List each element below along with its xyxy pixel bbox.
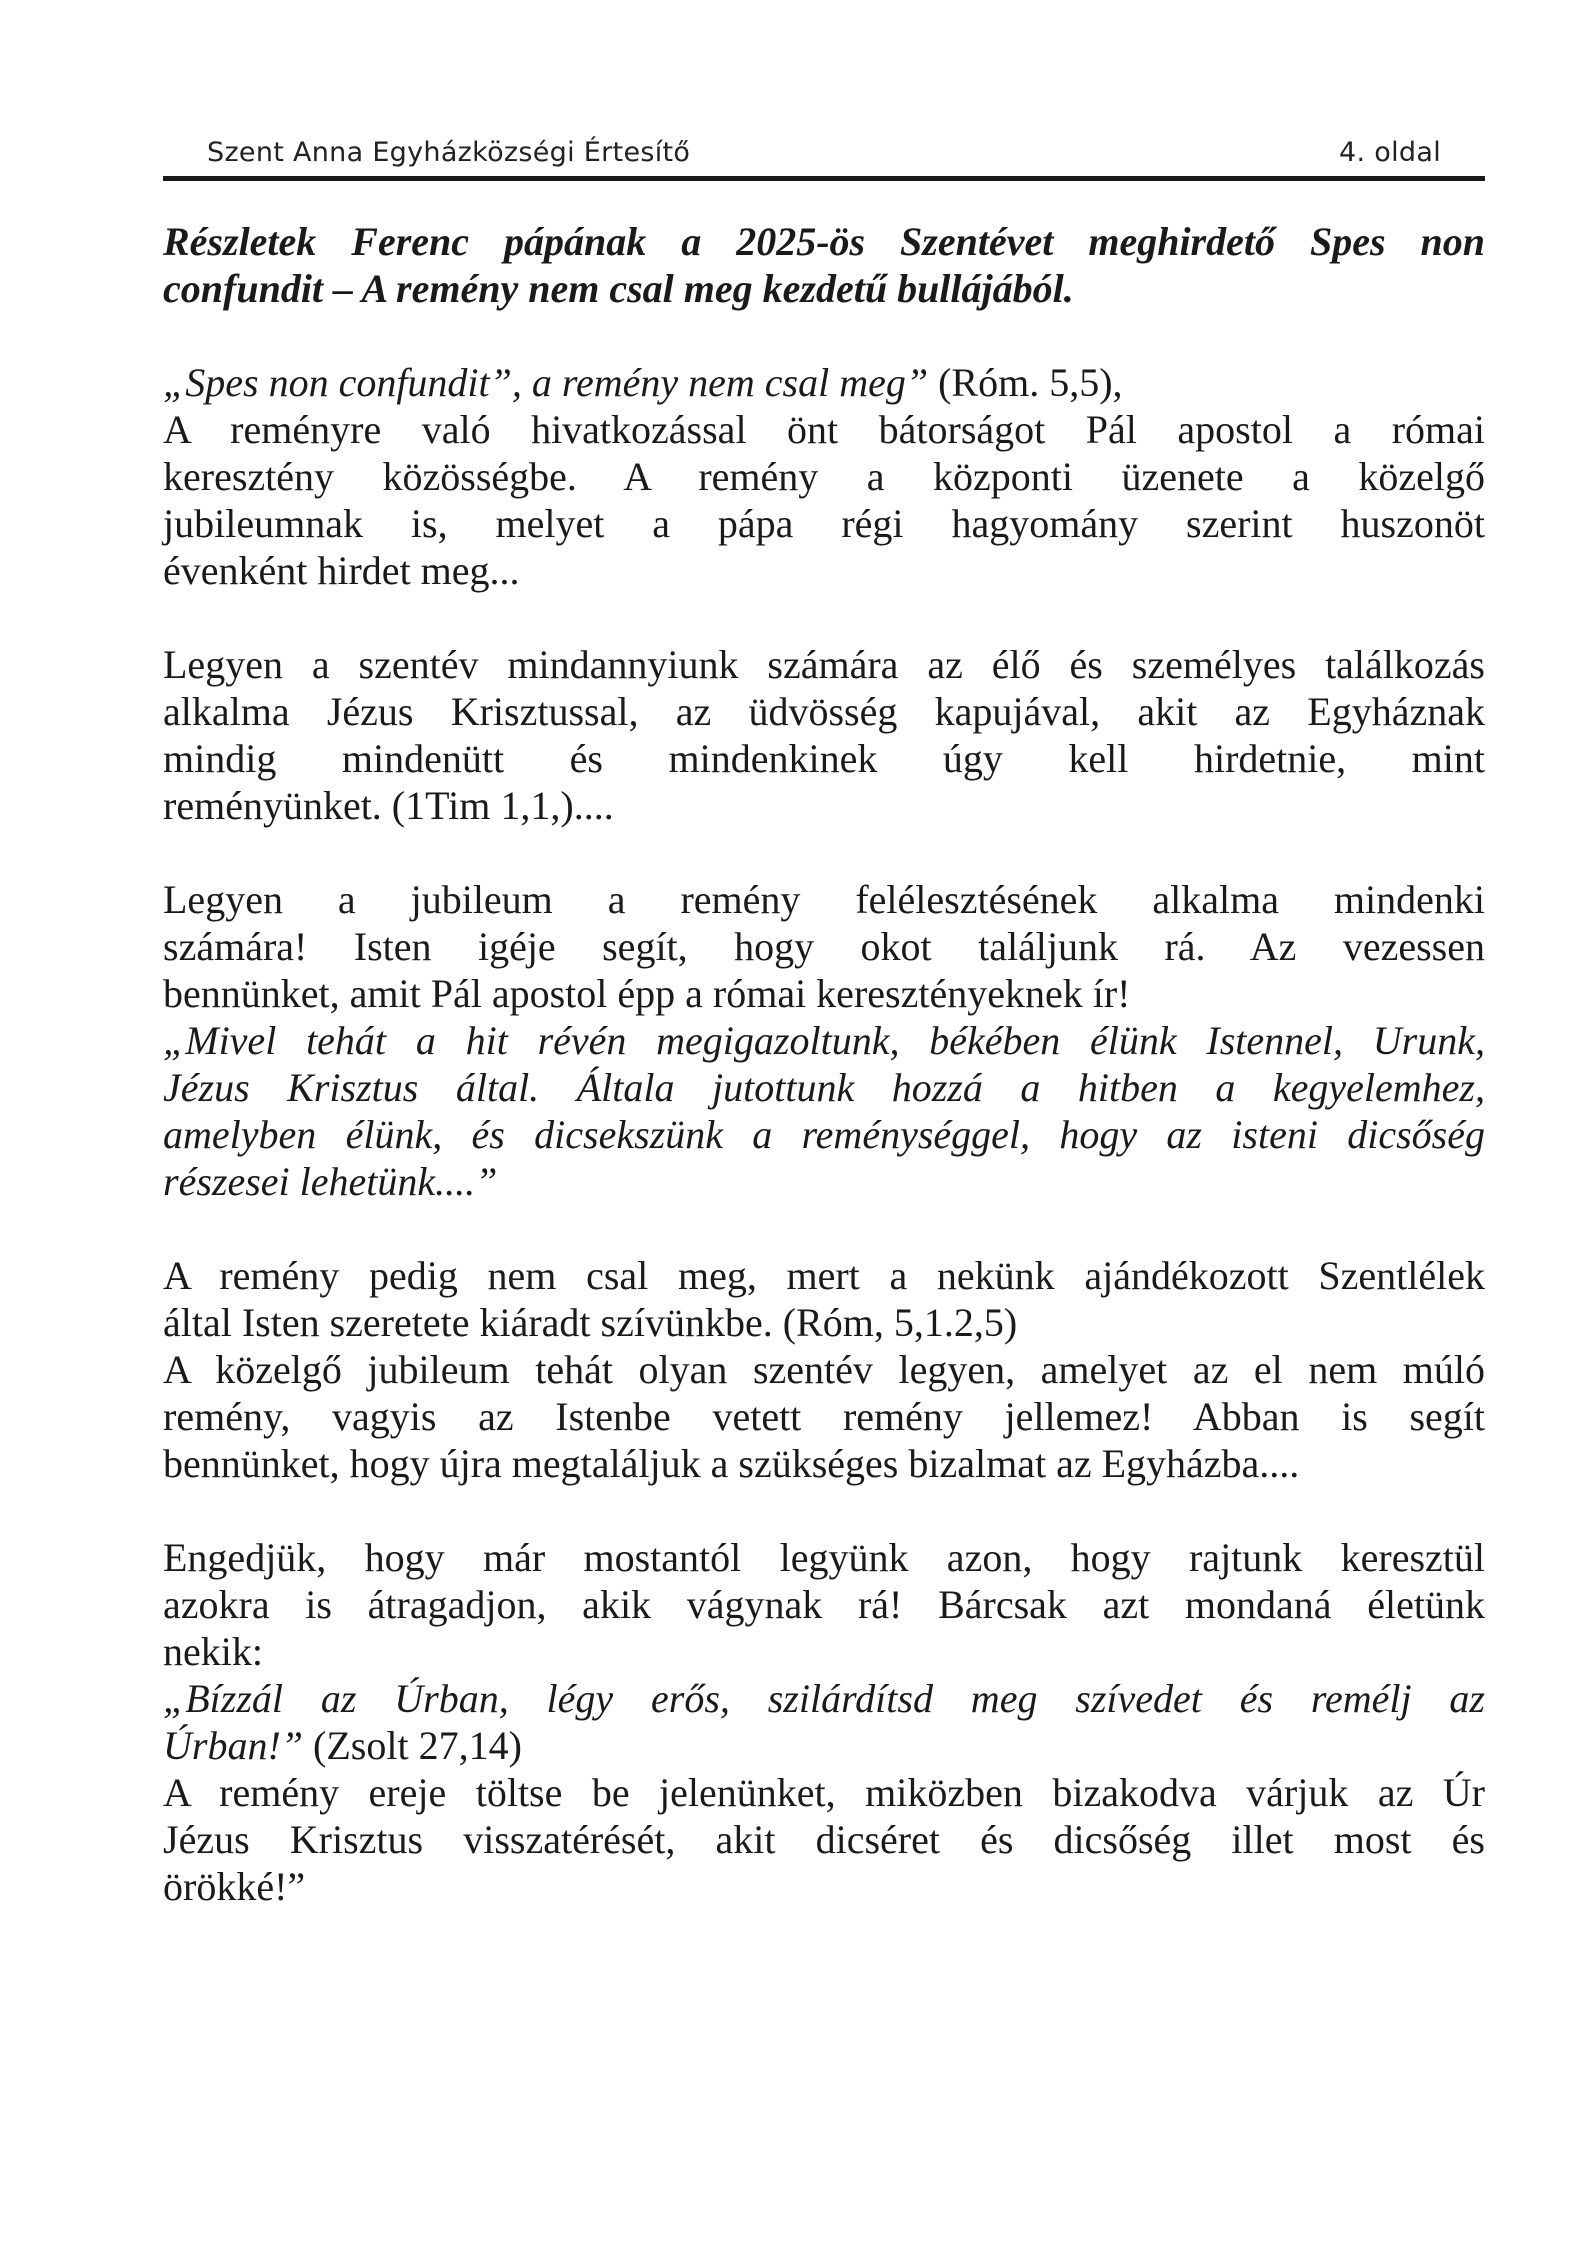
page-header <box>163 128 1485 168</box>
text-line: remény, vagyis az Istenbe vetett remény jellemez! Abban is segít <box>163 1394 1485 1439</box>
text-line: Jézus Krisztus visszatérését, akit dicséret és dicsőség illet most és <box>163 1817 1485 1862</box>
text-line: A reményre való hivatkozással önt bátorságot Pál apostol a római <box>163 407 1485 452</box>
title-line: Részletek Ferenc pápának a 2025-ös Szentévet meghirdető Spes non <box>163 219 1485 264</box>
text-line: évenként hirdet meg... <box>163 548 520 593</box>
article <box>163 218 1485 1910</box>
text-line: reményünket. (1Tim 1,1,).... <box>163 783 614 828</box>
title-line: confundit – A remény nem csal meg kezdetű bullájából. <box>163 266 1074 311</box>
text-line: A közelgő jubileum tehát olyan szentév legyen, amelyet az el nem múló <box>163 1347 1485 1392</box>
quote-line: „Bízzál az Úrban, légy erős, szilárdítsd meg szívedet és remélj az <box>163 1676 1485 1721</box>
text-line: örökké!” <box>163 1864 306 1909</box>
text-line <box>163 359 1485 406</box>
publication-name: Szent Anna Egyházközségi Értesítő <box>207 137 691 168</box>
quote-line: „Mivel tehát a hit révén megigazoltunk, békében élünk Istennel, Urunk, <box>163 1018 1485 1063</box>
text-line: keresztény közösségbe. A remény a központi üzenete a közelgő <box>163 454 1485 499</box>
text-line: jubileumnak is, melyet a pápa régi hagyomány szerint huszonöt <box>163 501 1485 546</box>
quote-line: amelyben élünk, és dicsekszünk a reménységgel, hogy az isteni dicsőség <box>163 1112 1485 1157</box>
quote-line: részesei lehetünk....” <box>163 1159 498 1204</box>
page-number: 4. oldal <box>1339 137 1441 168</box>
paragraph-5 <box>163 1534 1485 1910</box>
text-line: által Isten szeretete kiáradt szívünkbe. (Róm, 5,1.2,5) <box>163 1300 1018 1345</box>
text-line: azokra is átragadjon, akik vágynak rá! Bárcsak azt mondaná életünk <box>163 1582 1485 1627</box>
text-line: A remény ereje töltse be jelenünket, miközben bizakodva várjuk az Úr <box>163 1770 1485 1815</box>
text-line <box>163 1722 1485 1769</box>
text-line: bennünket, hogy újra megtaláljuk a szükséges bizalmat az Egyházba.... <box>163 1441 1300 1486</box>
text-line: Legyen a jubileum a remény felélesztésének alkalma mindenki <box>163 877 1485 922</box>
text-line: alkalma Jézus Krisztussal, az üdvösség kapujával, akit az Egyháznak <box>163 689 1485 734</box>
paragraph-2 <box>163 641 1485 829</box>
article-title <box>163 218 1485 312</box>
reference: (Zsolt 27,14) <box>303 1723 522 1768</box>
page <box>163 128 1485 1910</box>
text-line: A remény pedig nem csal meg, mert a nekünk ajándékozott Szentlélek <box>163 1253 1485 1298</box>
paragraph-3 <box>163 876 1485 1205</box>
header-divider <box>163 176 1485 181</box>
quote-text: „Spes non confundit”, a remény nem csal meg” <box>163 360 929 405</box>
text-line: Engedjük, hogy már mostantól legyünk azon, hogy rajtunk keresztül <box>163 1535 1485 1580</box>
text-line: nekik: <box>163 1629 263 1674</box>
paragraph-4 <box>163 1252 1485 1487</box>
text-line: mindig mindenütt és mindenkinek úgy kell hirdetnie, mint <box>163 736 1485 781</box>
text-line: számára! Isten igéje segít, hogy okot találjunk rá. Az vezessen <box>163 924 1485 969</box>
paragraph-1 <box>163 359 1485 594</box>
reference: (Róm. 5,5), <box>928 360 1123 405</box>
quote-line: Jézus Krisztus által. Általa jutottunk hozzá a hitben a kegyelemhez, <box>163 1065 1485 1110</box>
quote-text: Úrban!” <box>163 1723 304 1768</box>
text-line: Legyen a szentév mindannyiunk számára az élő és személyes találkozás <box>163 642 1485 687</box>
text-line: bennünket, amit Pál apostol épp a római keresztényeknek ír! <box>163 971 1131 1016</box>
